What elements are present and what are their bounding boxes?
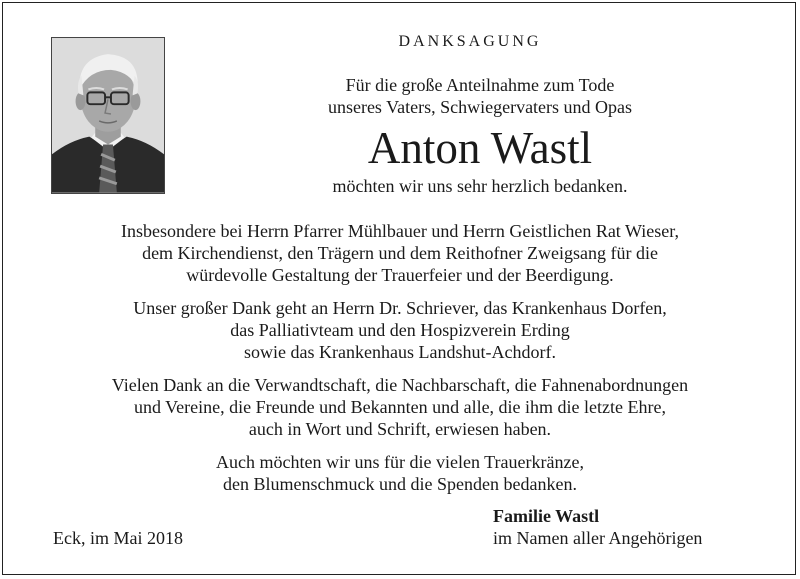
intro-text [220, 74, 740, 118]
paragraph-clergy [20, 220, 780, 286]
paragraph-line: auch in Wort und Schrift, erwiesen haben. [248, 419, 552, 439]
paragraph-medical [20, 297, 780, 363]
paragraph-line: Unser großer Dank geht an Herrn Dr. Schriever, das Krankenhaus Dorfen, [133, 298, 667, 318]
paragraph-wreaths [20, 451, 780, 495]
paragraph-line: das Palliativteam und den Hospizverein Erding [230, 320, 570, 340]
intro-line: unseres Vaters, Schwiegervaters und Opas [327, 97, 633, 117]
thanks-line: möchten wir uns sehr herzlich bedanken. [332, 176, 628, 196]
paragraph-line: den Blumenschmuck und die Spenden bedanken. [223, 474, 577, 494]
notice-heading: DANKSAGUNG [398, 33, 542, 50]
signature-family: Familie Wastl [493, 506, 600, 526]
deceased-name: Anton Wastl [367, 123, 593, 173]
portrait-photo [51, 37, 165, 194]
paragraph-line: würdevolle Gestaltung der Trauerfeier und der Beerdigung. [186, 265, 614, 285]
signature-block [493, 505, 702, 549]
paragraph-line: dem Kirchendienst, den Trägern und dem Reithofner Zweigsang für die [142, 243, 658, 263]
paragraph-line: sowie das Krankenhaus Landshut-Achdorf. [244, 342, 556, 362]
paragraph-relatives [20, 374, 780, 440]
paragraph-line: Auch möchten wir uns für die vielen Trauerkränze, [216, 452, 584, 472]
signature-subline: im Namen aller Angehörigen [493, 528, 703, 548]
place-date: Eck, im Mai 2018 [53, 528, 183, 548]
paragraph-line: und Vereine, die Freunde und Bekannten und alle, die ihm die letzte Ehre, [133, 397, 666, 417]
paragraph-line: Vielen Dank an die Verwandtschaft, die Nachbarschaft, die Fahnenabordnungen [111, 375, 689, 395]
paragraph-line: Insbesondere bei Herrn Pfarrer Mühlbauer und Herrn Geistlichen Rat Wieser, [120, 221, 680, 241]
intro-line: Für die große Anteilnahme zum Tode [345, 75, 615, 95]
